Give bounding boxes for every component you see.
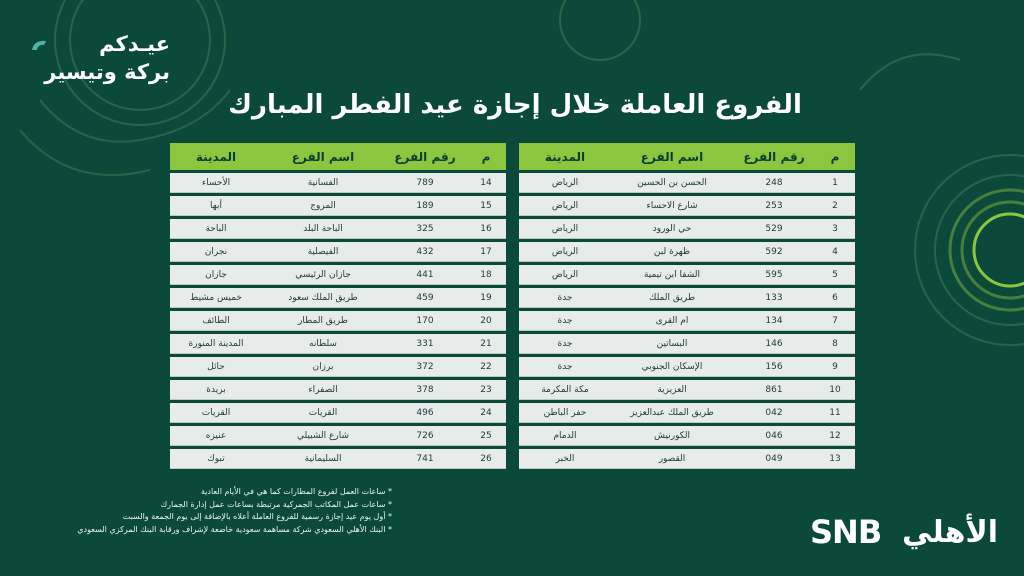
cell-city: الأحساء [170,173,262,193]
table-row [170,173,506,193]
table-row [170,403,506,423]
snb-logo [800,510,1000,555]
table-row [170,449,506,469]
cell-city: جدة [519,334,611,354]
cell-branch-number: 496 [384,403,466,423]
cell-branch-name: طريق الملك سعود [262,288,384,308]
cell-branch-number: 595 [733,265,815,285]
cell-m: 19 [466,288,506,308]
cell-branch-name: الشفا ابن تيمية [611,265,733,285]
cell-m: 2 [815,196,855,216]
cell-city: جدة [519,311,611,331]
cell-branch-name: العزيزية [611,380,733,400]
cell-m: 26 [466,449,506,469]
cell-city: مكة المكرمة [519,380,611,400]
footnote: * أول يوم عيد إجازة رسمية للفروع العاملة أعلاه بالإضافة إلى يوم الجمعة والسبت [122,512,392,521]
branches-table-left [170,140,506,472]
header-branch-number: رقم الفرع [733,143,815,170]
cell-m: 7 [815,311,855,331]
cell-city: جدة [519,357,611,377]
branches-table-right [519,140,855,472]
cell-branch-name: طريق المطار [262,311,384,331]
cell-branch-number: 432 [384,242,466,262]
header-branch-number: رقم الفرع [384,143,466,170]
cell-m: 9 [815,357,855,377]
cell-branch-name: شارع الشبيلي [262,426,384,446]
cell-branch-number: 372 [384,357,466,377]
cell-branch-name: الحسن بن الحسين [611,173,733,193]
cell-m: 23 [466,380,506,400]
table-row [519,334,855,354]
cell-branch-name: القصور [611,449,733,469]
logo-latin-text: SNB [810,513,882,551]
eid-greeting [30,30,170,86]
table-row [170,380,506,400]
cell-branch-number: 529 [733,219,815,239]
cell-branch-number: 170 [384,311,466,331]
cell-m: 20 [466,311,506,331]
cell-city: المدينة المنورة [170,334,262,354]
footnote: * ساعات عمل المكاتب الجمركية مرتبطة بساعات عمل إدارة الجمارك [160,499,392,509]
cell-branch-name: ظهرة لبن [611,242,733,262]
header-m: م [466,143,506,170]
cell-m: 5 [815,265,855,285]
table-row [519,426,855,446]
cell-city: نجران [170,242,262,262]
cell-branch-name: الفيصلية [262,242,384,262]
header-city: المدينة [170,143,262,170]
cell-city: حائل [170,357,262,377]
header-city: المدينة [519,143,611,170]
cell-city: جدة [519,288,611,308]
greeting-line-1: عيـدكم [99,32,170,56]
cell-city: الباحة [170,219,262,239]
cell-city: خميس مشيط [170,288,262,308]
table-row [519,449,855,469]
table-header-row [170,143,506,170]
cell-city: بريدة [170,380,262,400]
cell-m: 1 [815,173,855,193]
cell-m: 10 [815,380,855,400]
cell-branch-name: القريات [262,403,384,423]
header-branch-name: اسم الفرع [262,143,384,170]
table-header-row [519,143,855,170]
cell-branch-number: 134 [733,311,815,331]
table-row [170,219,506,239]
table-row [170,242,506,262]
cell-city: جازان [170,265,262,285]
cell-m: 12 [815,426,855,446]
cell-branch-number: 325 [384,219,466,239]
cell-branch-name: طريق الملك [611,288,733,308]
footnotes [70,486,392,536]
cell-m: 22 [466,357,506,377]
table-row [170,311,506,331]
footnote: * البنك الأهلي السعودي شركة مساهمة سعودية خاضعة لإشراف ورقابة البنك المركزي السعودي [77,524,392,534]
table-row [170,196,506,216]
cell-branch-number: 042 [733,403,815,423]
cell-m: 17 [466,242,506,262]
cell-city: الرياض [519,173,611,193]
cell-m: 24 [466,403,506,423]
cell-branch-name: شارع الاحساء [611,196,733,216]
branches-right-body [519,173,855,469]
cell-branch-number: 331 [384,334,466,354]
table-row [519,219,855,239]
table-row [170,426,506,446]
table-row [170,357,506,377]
cell-branch-name: الإسكان الجنوبي [611,357,733,377]
cell-branch-number: 741 [384,449,466,469]
table-row [170,288,506,308]
cell-branch-number: 378 [384,380,466,400]
cell-m: 15 [466,196,506,216]
cell-branch-name: ام القرى [611,311,733,331]
cell-m: 13 [815,449,855,469]
cell-branch-number: 248 [733,173,815,193]
cell-branch-name: طريق الملك عبدالعزيز [611,403,733,423]
cell-city: القريات [170,403,262,423]
cell-branch-number: 726 [384,426,466,446]
table-row [519,357,855,377]
cell-city: تبوك [170,449,262,469]
cell-branch-name: سلطانه [262,334,384,354]
greeting-line-2: بركة وتيسير [44,60,170,84]
cell-m: 16 [466,219,506,239]
cell-city: أبها [170,196,262,216]
branches-left-body [170,173,506,469]
cell-branch-name: الباحة البلد [262,219,384,239]
cell-m: 18 [466,265,506,285]
cell-city: الرياض [519,265,611,285]
cell-city: الرياض [519,219,611,239]
cell-m: 14 [466,173,506,193]
table-row [519,380,855,400]
cell-branch-name: الكورنيش [611,426,733,446]
cell-m: 25 [466,426,506,446]
cell-branch-name: حي الورود [611,219,733,239]
cell-m: 21 [466,334,506,354]
cell-branch-number: 156 [733,357,815,377]
snb-mark-icon [30,38,48,52]
header-m: م [815,143,855,170]
table-row [519,242,855,262]
cell-branch-number: 133 [733,288,815,308]
cell-city: الطائف [170,311,262,331]
cell-branch-number: 789 [384,173,466,193]
cell-m: 3 [815,219,855,239]
table-row [519,265,855,285]
cell-branch-number: 046 [733,426,815,446]
cell-m: 4 [815,242,855,262]
table-row [519,173,855,193]
table-row [170,265,506,285]
cell-m: 6 [815,288,855,308]
cell-branch-name: الصفراء [262,380,384,400]
cell-branch-number: 861 [733,380,815,400]
table-row [170,334,506,354]
header-branch-name: اسم الفرع [611,143,733,170]
cell-city: الرياض [519,196,611,216]
cell-city: حفر الباطن [519,403,611,423]
cell-branch-name: المروج [262,196,384,216]
table-row [519,403,855,423]
footnote: * ساعات العمل لفروع المطارات كما هي في الأيام العادية [200,487,392,496]
cell-branch-name: برزان [262,357,384,377]
cell-city: عنيزه [170,426,262,446]
cell-branch-number: 459 [384,288,466,308]
cell-m: 11 [815,403,855,423]
table-row [519,288,855,308]
table-row [519,196,855,216]
cell-city: الدمام [519,426,611,446]
cell-branch-name: الفسانية [262,173,384,193]
cell-branch-number: 049 [733,449,815,469]
cell-city: الخبر [519,449,611,469]
cell-branch-name: جازان الرئيسي [262,265,384,285]
page-title: الفروع العاملة خلال إجازة عيد الفطر المبارك [228,90,802,120]
logo-arabic-text: الأهلي [901,515,998,550]
table-row [519,311,855,331]
cell-branch-number: 253 [733,196,815,216]
cell-city: الرياض [519,242,611,262]
cell-branch-number: 441 [384,265,466,285]
cell-m: 8 [815,334,855,354]
cell-branch-number: 146 [733,334,815,354]
cell-branch-number: 592 [733,242,815,262]
cell-branch-number: 189 [384,196,466,216]
cell-branch-name: السليمانية [262,449,384,469]
cell-branch-name: البساتين [611,334,733,354]
